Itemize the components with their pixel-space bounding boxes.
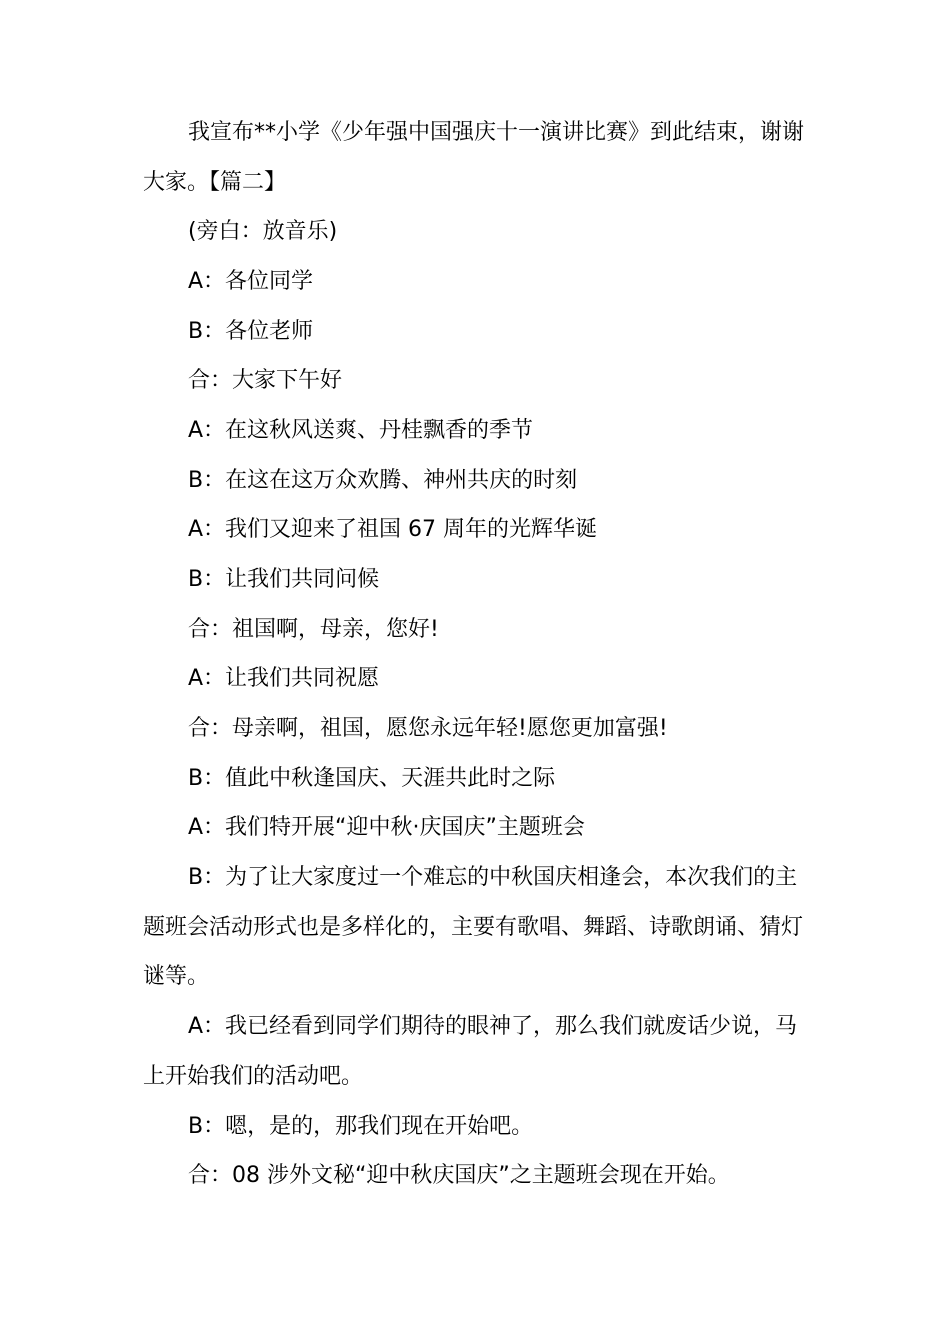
paragraph-line: B：在这在这万众欢腾、神州共庆的时刻 xyxy=(188,468,578,493)
paragraph-line: A：在这秋风送爽、丹桂飘香的季节 xyxy=(188,418,534,443)
paragraph-line: 合：祖国啊，母亲，您好! xyxy=(188,617,439,642)
paragraph-line: 合：大家下午好 xyxy=(188,368,343,393)
paragraph-closing-announcement: 我宣布**小学《少年强中国强庆十一演讲比赛》到此结束，谢谢大家。【篇二】 xyxy=(143,120,805,195)
paragraph-opening-announcement: 合：08 涉外文秘“迎中秋庆国庆”之主题班会现在开始。 xyxy=(188,1163,730,1188)
paragraph-line: A：各位同学 xyxy=(188,269,314,294)
paragraph-line: A：我已经看到同学们期待的眼神了，那么我们就废话少说，马上开始我们的活动吧。 xyxy=(143,1014,798,1089)
paragraph-line: B：各位老师 xyxy=(188,319,314,344)
paragraph-line: 合：母亲啊，祖国，愿您永远年轻!愿您更加富强! xyxy=(188,716,668,741)
paragraph-line: B：值此中秋逢国庆、天涯共此时之际 xyxy=(188,766,556,791)
paragraph-line: B：让我们共同问候 xyxy=(188,567,380,592)
paragraph-line: A：让我们共同祝愿 xyxy=(188,666,380,691)
paragraph-line: B：嗯，是的，那我们现在开始吧。 xyxy=(188,1114,534,1139)
paragraph-line: A：我们又迎来了祖国 67 周年的光辉华诞 xyxy=(188,517,598,542)
paragraph-line: A：我们特开展“迎中秋·庆国庆”主题班会 xyxy=(188,815,585,840)
paragraph-activity-description: B：为了让大家度过一个难忘的中秋国庆相逢会，本次我们的主题班会活动形式也是多样化的，主要有歌唱、舞蹈、诗歌朗诵、猜灯谜等。 xyxy=(143,865,804,990)
paragraph-narration: (旁白：放音乐) xyxy=(188,219,338,244)
